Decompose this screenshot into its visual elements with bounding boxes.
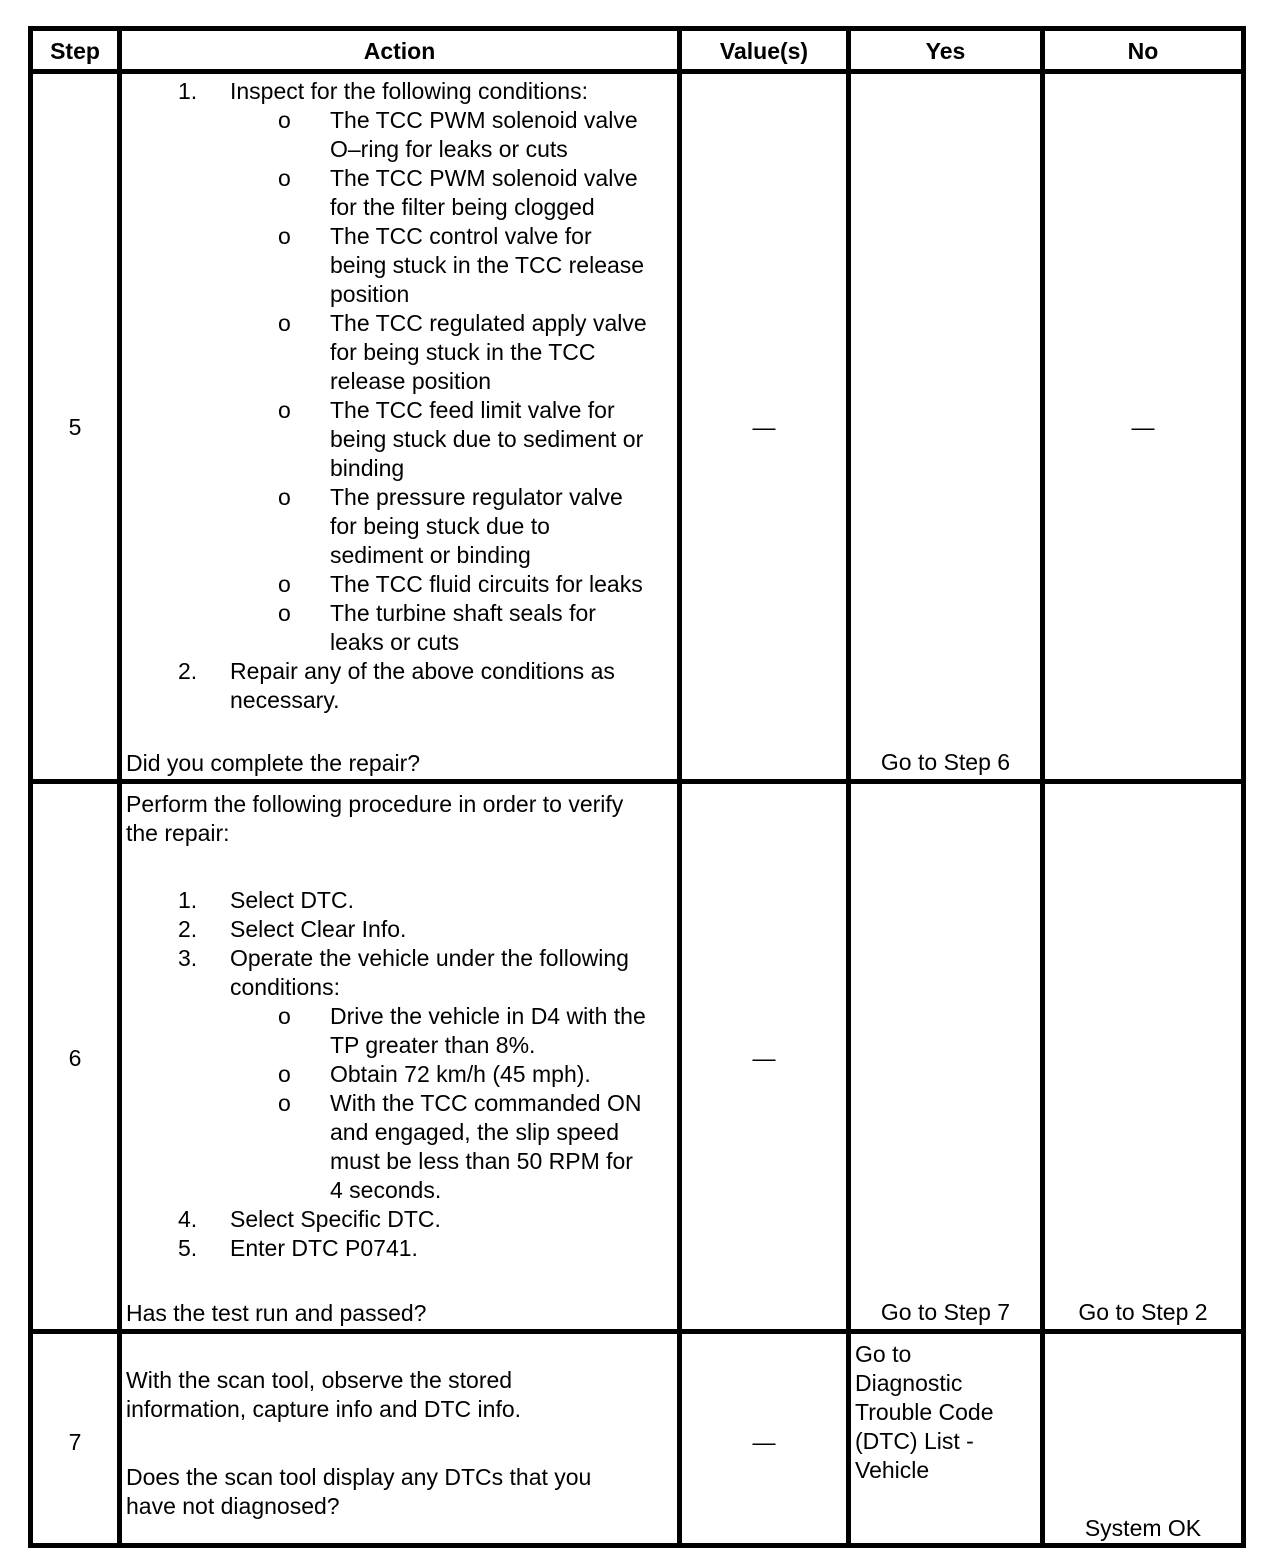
bullet-item: o With the TCC commanded ON and engaged, the slip speed must be less than 50 RPM for 4 seconds.	[278, 1090, 642, 1203]
yes-cell: Go to Step 7	[880, 1299, 1011, 1325]
row-divider	[33, 1329, 1241, 1334]
list-item: 1. Inspect for the following conditions:	[178, 78, 588, 104]
question-text: Did you complete the repair?	[126, 750, 421, 776]
yes-cell: Go to Diagnostic Trouble Code (DTC) List - Vehicle	[855, 1341, 994, 1483]
bullet-item: o The TCC control valve for being stuck in the TCC release position	[278, 223, 645, 307]
bullet-item: o The TCC regulated apply valve for being stuck in the TCC release position	[278, 310, 647, 394]
step-number: 5	[68, 414, 82, 440]
value-cell: —	[752, 1429, 776, 1455]
value-cell: —	[752, 1045, 776, 1071]
step-number: 6	[68, 1045, 82, 1071]
yes-cell: Go to Step 6	[880, 749, 1011, 775]
bullet-item: o The pressure regulator valve for being stuck due to sediment or binding	[278, 484, 623, 568]
value-cell: —	[752, 414, 776, 440]
list-item: 2. Select Clear Info.	[178, 916, 407, 942]
bullet-item: o The TCC PWM solenoid valve for the filter being clogged	[278, 165, 638, 220]
step-number: 7	[68, 1429, 82, 1455]
header-step: Step	[50, 38, 100, 64]
question-text: Has the test run and passed?	[126, 1300, 427, 1326]
list-item: 4. Select Specific DTC.	[178, 1206, 441, 1232]
action-cell-step-7: With the scan tool, observe the stored information, capture info and DTC info. Does the scan tool display any DTCs that you have not diagnosed?	[126, 1367, 592, 1519]
bullet-item: o The TCC feed limit valve for being stuck due to sediment or binding	[278, 397, 644, 481]
bullet-item: o Obtain 72 km/h (45 mph).	[278, 1061, 591, 1087]
header-no: No	[1127, 38, 1159, 64]
action-cell-step-5	[126, 77, 676, 715]
header-values: Value(s)	[719, 38, 809, 64]
list-item: 5. Enter DTC P0741.	[178, 1235, 418, 1261]
header-action: Action	[363, 38, 436, 64]
bullet-item: o The TCC fluid circuits for leaks	[278, 571, 643, 597]
bullet-item: o Drive the vehicle in D4 with the TP greater than 8%.	[278, 1003, 646, 1058]
list-item: 1. Select DTC.	[178, 887, 354, 913]
row-divider	[33, 69, 1241, 74]
column-divider	[677, 31, 682, 1543]
no-cell: Go to Step 2	[1078, 1299, 1208, 1325]
list-item: 3. Operate the vehicle under the following conditions:	[178, 945, 629, 1000]
action-cell-step-6: Perform the following procedure in order to verify the repair: 1. Select DTC. 2. Select Clear Info. 3. Operate the vehicle under the following conditions: o Drive the vehicle in D4 with the TP greater than 8%. o Obtain 72 km/h (45 mph). o With the TCC commanded ON and engaged, the slip speed must be less than 50 RPM for 4 seconds. 4. Select Specific DTC. 5. Enter DTC P0741.	[126, 790, 676, 1263]
diagnostic-table	[28, 26, 1246, 1548]
list-item: 2. Repair any of the above conditions as necessary.	[178, 658, 615, 713]
bullet-item: o The turbine shaft seals for leaks or cuts	[278, 600, 596, 655]
header-yes: Yes	[925, 38, 966, 64]
no-cell: —	[1131, 414, 1155, 440]
no-cell: System OK	[1084, 1515, 1202, 1541]
column-divider	[117, 31, 122, 1543]
row-divider	[33, 779, 1241, 784]
bullet-item: o The TCC PWM solenoid valve O–ring for leaks or cuts	[278, 107, 638, 162]
